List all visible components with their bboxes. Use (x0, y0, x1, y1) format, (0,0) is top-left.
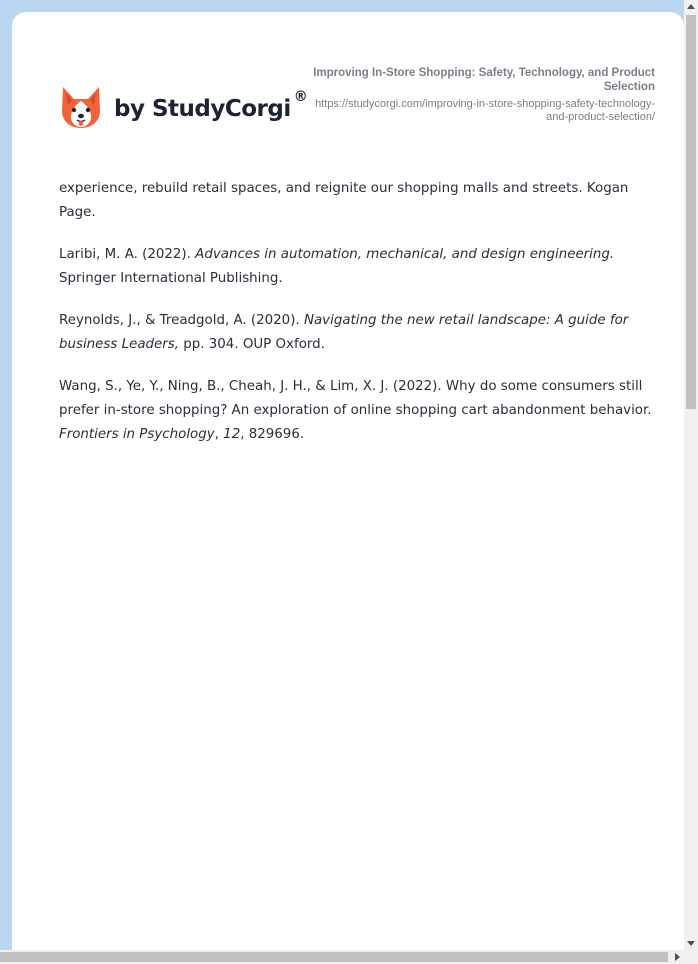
reference-article-number: , 829696. (240, 427, 305, 442)
studycorgi-logo[interactable] (60, 77, 308, 137)
references-list (59, 177, 653, 465)
reference-publisher: pp. 304. OUP Oxford. (179, 337, 325, 352)
reference-text: experience, rebuild retail spaces, and reignite our shopping malls and streets. Kogan Page. (59, 181, 629, 220)
document-header (305, 66, 655, 124)
document-page (12, 12, 684, 950)
reference-title: Navigating the new retail landscape: A guide for business Leaders, (59, 313, 629, 352)
corgi-icon (60, 85, 102, 129)
reference-publisher: Springer International Publishing. (59, 271, 283, 286)
scroll-right-icon[interactable] (675, 953, 680, 961)
registered-mark: ® (293, 89, 308, 105)
reference-text: Reynolds, J., & Treadgold, A. (2020). (59, 313, 304, 328)
horizontal-scrollbar[interactable] (0, 950, 698, 964)
scroll-up-icon[interactable] (687, 4, 695, 9)
reference-entry (59, 309, 653, 357)
document-title: Improving In-Store Shopping: Safety, Technology, and Product Selection (313, 67, 655, 93)
reference-title: Advances in automation, mechanical, and design engineering. (195, 247, 615, 262)
reference-text: Laribi, M. A. (2022). (59, 247, 196, 262)
reference-text: Wang, S., Ye, Y., Ning, B., Cheah, J. H., & Lim, X. J. (2022). Why do some consumers still prefer in-store shopping? An exploration of online shopping cart abandonment behavior. (59, 379, 652, 418)
vertical-scroll-thumb[interactable] (686, 15, 696, 409)
reference-separator: , (214, 427, 224, 442)
scroll-down-icon[interactable] (687, 941, 695, 946)
reference-volume: 12 (223, 427, 241, 442)
document-url[interactable]: https://studycorgi.com/improving-in-store-shopping-safety-technology-and-product-selection/ (315, 98, 655, 123)
brand-name: by StudyCorgi (114, 96, 291, 122)
horizontal-scroll-thumb[interactable] (0, 952, 668, 962)
reference-entry (59, 243, 653, 291)
reference-entry (59, 177, 653, 225)
vertical-scrollbar[interactable] (684, 0, 698, 950)
reference-journal: Frontiers in Psychology (59, 427, 215, 442)
reference-entry (59, 375, 653, 447)
